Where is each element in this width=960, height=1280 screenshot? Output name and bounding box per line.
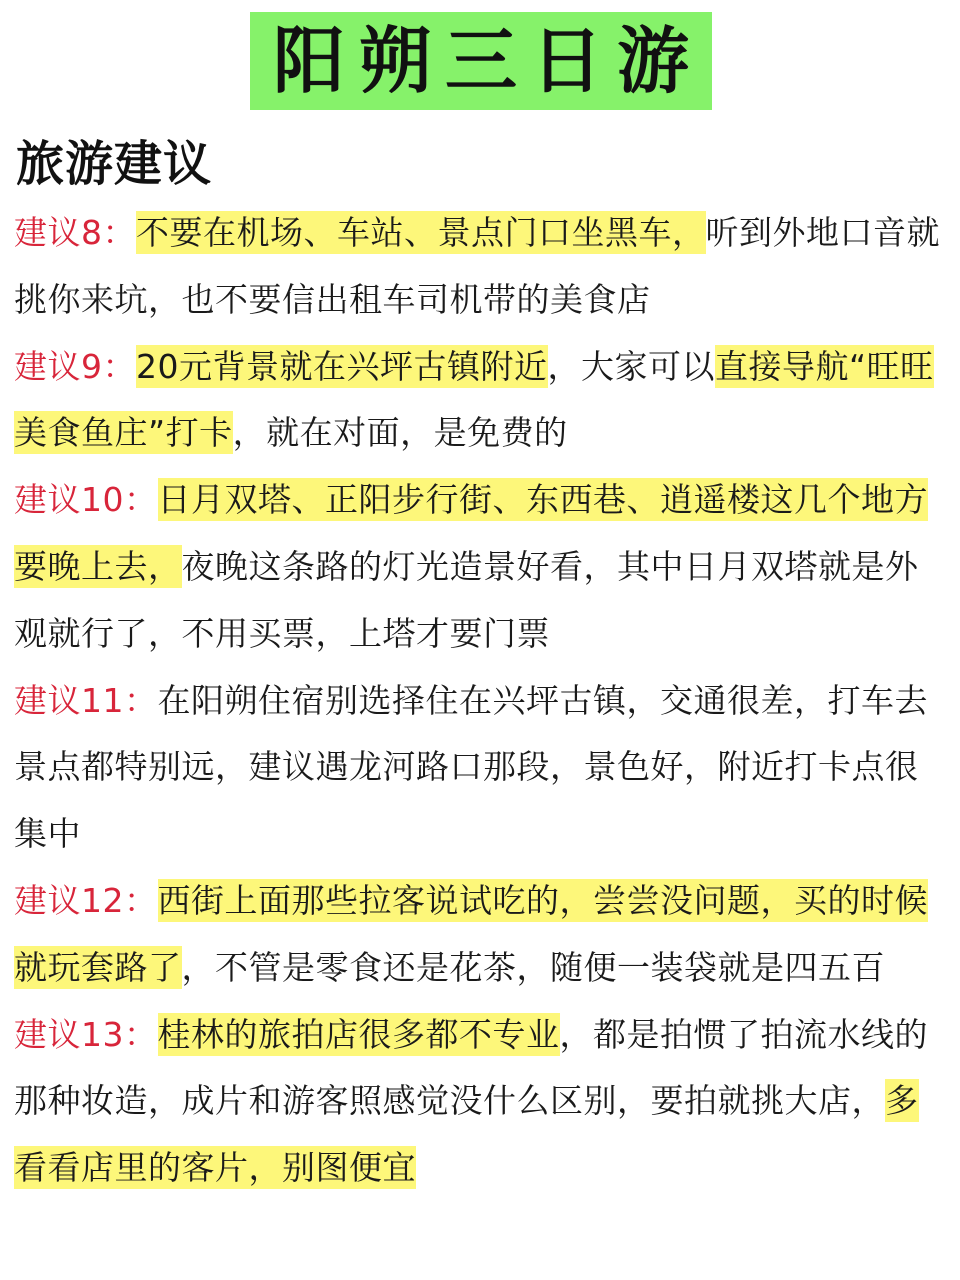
tip-item [14,467,944,667]
tip-item [14,668,944,868]
section-heading: 旅游建议 [16,136,213,192]
tips-list [14,200,944,1202]
tip-label: 建议8： [14,213,136,252]
tip-label: 建议9： [14,346,136,386]
tip-text: 在阳朔住宿别选择住在兴坪古镇，交通很差，打车去景点都特别远，建议遇龙河路口那段，景色好，附近打卡点很集中 [14,680,928,854]
page-title: 阳朔三日游 [272,19,703,103]
tip-item [14,1002,944,1202]
title-banner [250,12,712,110]
tip-text: ，大家可以 [547,346,715,386]
tip-text: 夜晚这条路的灯光造景好看，其中日月双塔就是外观就行了，不用买票，上塔才要门票 [14,546,919,653]
highlighted-text: 西街上面那些拉客说试吃的，尝尝没问题，买的时候就玩套路了 [14,880,928,987]
tip-label: 建议11： [14,680,158,720]
highlighted-text: 不要在机场、车站、景点门口坐黑车， [136,213,706,252]
highlighted-text: 20元背景就在兴坪古镇附近 [136,346,548,386]
tip-item [14,334,944,468]
highlighted-text: 直接导航“旺旺美食鱼庄”打卡 [14,346,934,453]
tip-text: ，就在对面，是免费的 [232,413,568,453]
highlighted-text: 多看看店里的客片，别图便宜 [14,1081,919,1188]
tip-text: ，不管是零食还是花茶，随便一装袋就是四五百 [181,947,885,987]
tip-item [14,200,944,334]
highlighted-text: 桂林的旅拍店很多都不专业 [157,1014,560,1054]
tip-text: 听到外地口音就挑你来坑，也不要信出租车司机带的美食店 [14,213,940,319]
tip-item [14,868,944,1002]
tip-label: 建议12： [14,880,158,920]
tip-label: 建议10： [14,480,158,520]
tip-text: ，都是拍惯了拍流水线的那种妆造，成片和游客照感觉没什么区别，要拍就挑大店， [14,1014,928,1121]
tip-label: 建议13： [14,1014,158,1054]
highlighted-text: 日月双塔、正阳步行街、东西巷、逍遥楼这几个地方要晚上去， [14,480,928,586]
